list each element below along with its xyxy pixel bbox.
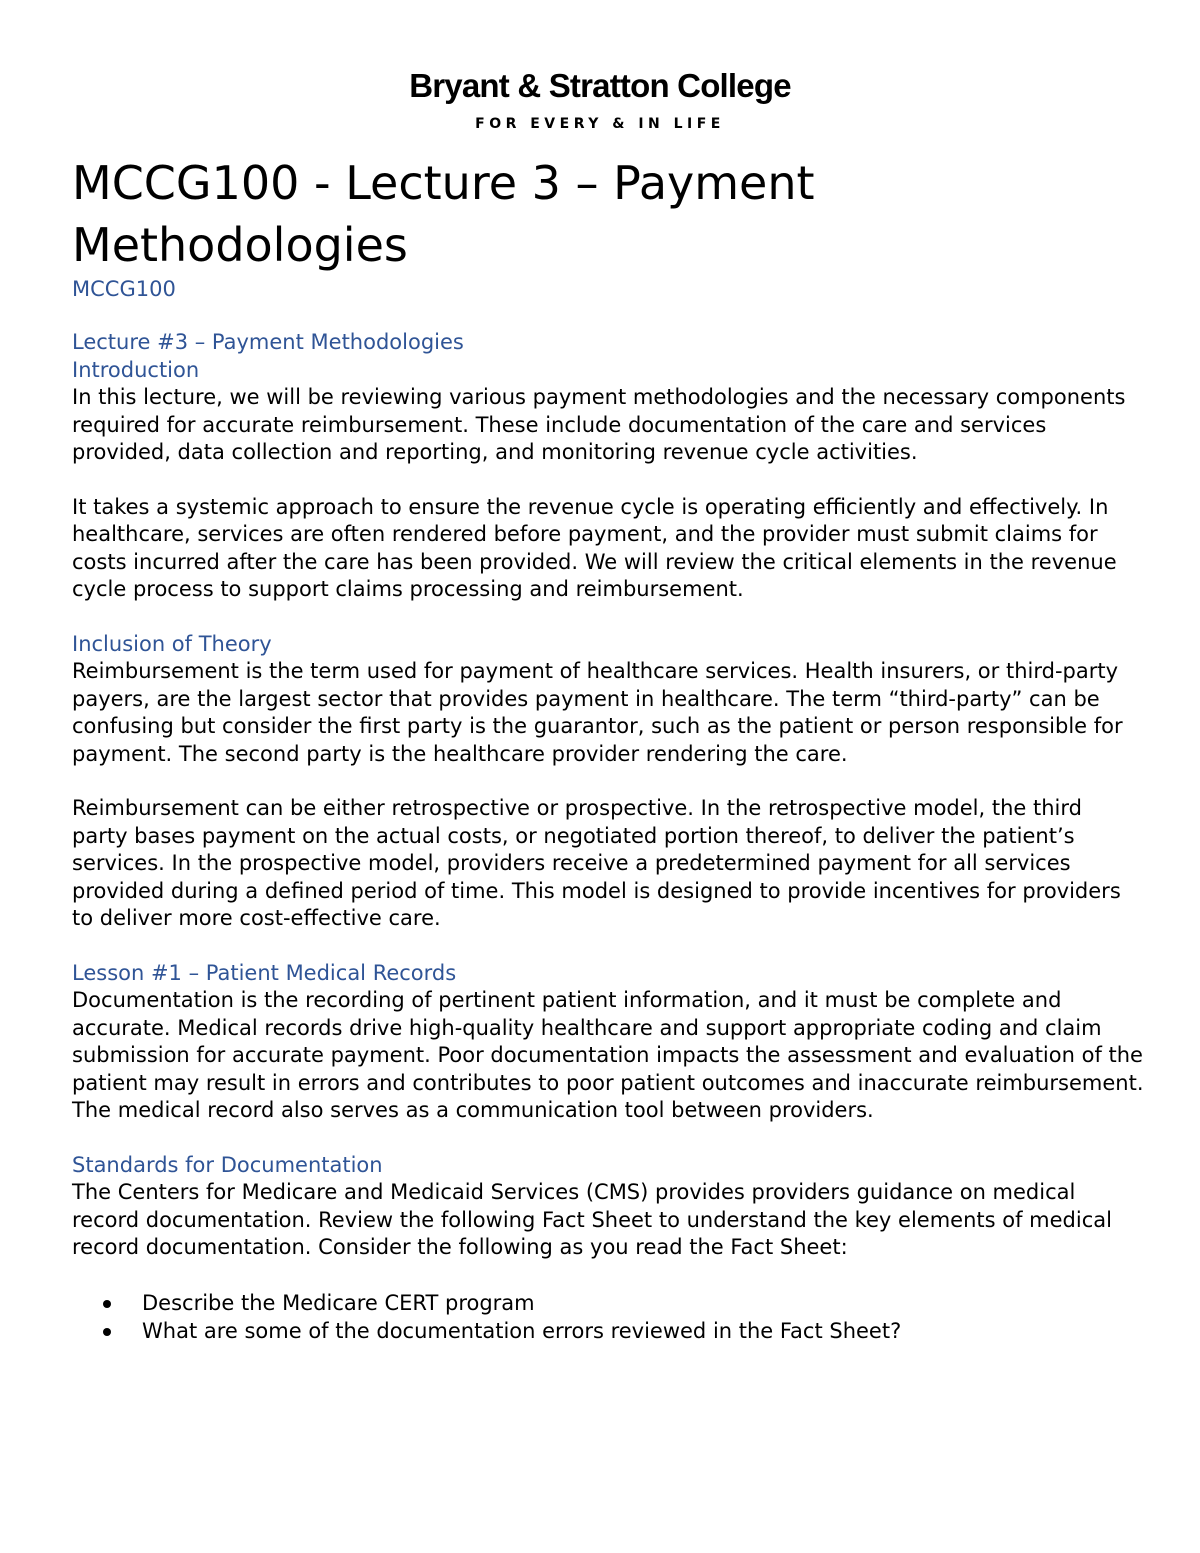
introduction-paragraph-2: It takes a systemic approach to ensure the revenue cycle is operating efficiently and effectively. In healthcare, services are often rendered before payment, and the provider must submit claims for costs incurred after the care has been provided. We will review the critical elements in the revenue cycle process to support claims processing and reimbursement. bbox=[72, 494, 1117, 601]
logo-tagline: FOR EVERY & IN LIFE bbox=[475, 116, 725, 132]
list-item bbox=[72, 1317, 1144, 1345]
introduction-paragraph-1: In this lecture, we will be reviewing various payment methodologies and the necessary components required for accurate reimbursement. These include documentation of the care and services provided, data collection and reporting, and monitoring revenue cycle activities. bbox=[72, 385, 1126, 464]
bullet-icon bbox=[103, 1300, 111, 1308]
logo-wordmark: Bryant & Stratton College bbox=[409, 67, 791, 104]
document-body bbox=[72, 152, 1144, 1345]
lecture-heading: Lecture #3 – Payment Methodologies bbox=[72, 330, 464, 354]
document-title: MCCG100 - Lecture 3 – Payment Methodologies bbox=[72, 156, 815, 272]
list-item-text: Describe the Medicare CERT program bbox=[142, 1290, 535, 1315]
bullet-icon bbox=[103, 1328, 111, 1336]
theory-paragraph-2: Reimbursement can be either retrospective or prospective. In the retrospective model, the third party bases payment on the actual costs, or negotiated portion thereof, to deliver the patient’s services. In the prospective model, providers receive a predetermined payment for all services provided during a defined period of time. This model is designed to provide incentives for providers to deliver more cost-effective care. bbox=[72, 796, 1121, 930]
standards-heading: Standards for Documentation bbox=[72, 1152, 383, 1177]
introduction-heading: Introduction bbox=[72, 357, 200, 382]
list-item-text: What are some of the documentation errors reviewed in the Fact Sheet? bbox=[142, 1318, 902, 1343]
college-logo bbox=[0, 64, 1200, 134]
lesson1-heading: Lesson #1 – Patient Medical Records bbox=[72, 960, 457, 985]
list-item bbox=[72, 1289, 1144, 1317]
fact-sheet-questions bbox=[72, 1289, 1144, 1345]
lesson1-paragraph-1: Documentation is the recording of pertinent patient information, and it must be complete and accurate. Medical records drive high-quality healthcare and support appropriate coding and claim submission for accurate payment. Poor documentation impacts the assessment and evaluation of the patient may result in errors and contributes to poor patient outcomes and inaccurate reimbursement. The medical record also serves as a communication tool between providers. bbox=[72, 988, 1144, 1122]
theory-paragraph-1: Reimbursement is the term used for payment of healthcare services. Health insurers, or third-party payers, are the largest sector that provides payment in healthcare. The term “third-party” can be confusing but consider the first party is the guarantor, such as the patient or person responsible for payment. The second party is the healthcare provider rendering the care. bbox=[72, 659, 1123, 766]
theory-heading: Inclusion of Theory bbox=[72, 631, 272, 656]
course-code: MCCG100 bbox=[72, 277, 176, 301]
standards-paragraph-1: The Centers for Medicare and Medicaid Services (CMS) provides providers guidance on medical record documentation. Review the following Fact Sheet to understand the key elements of medical record documentation. Consider the following as you read the Fact Sheet: bbox=[72, 1180, 1112, 1259]
